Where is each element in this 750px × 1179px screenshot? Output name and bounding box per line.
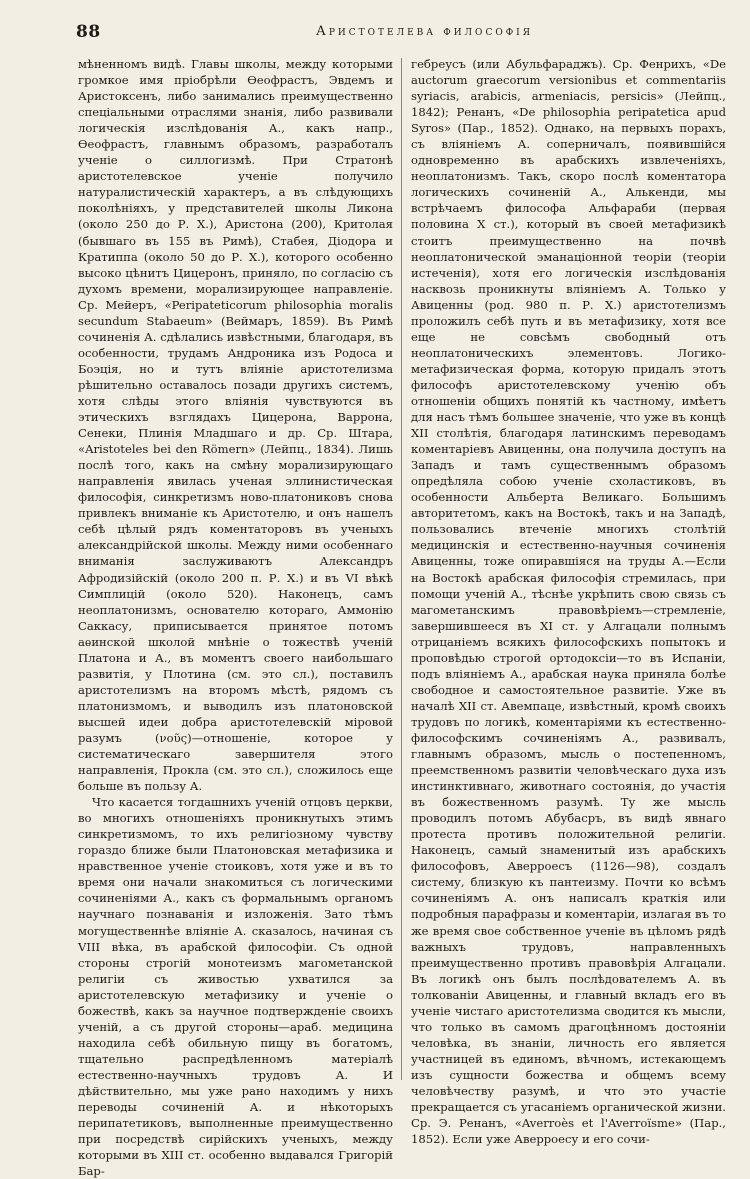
paragraph: Что касается тогдашнихъ ученій отцовъ церкви, во многихъ отношеніяхъ проникнутыхъ этимъ синкретизмомъ, то ихъ религіозному чувству гораздо ближе были Платоновская метафизика и нравственное ученіе стоиковъ, хотя уже и въ то время они начали знакомиться съ логическими сочиненіями А., какъ съ формальнымъ органомъ научнаго познаванія и изложенія. Зато тѣмъ могущественнѣе вліяніе А. сказалось, начиная съ VIII вѣка, въ арабской философіи. Съ одной стороны строгій монотеизмъ магометанской религіи съ живостью ухватился за аристотелевскую метафизику и ученіе о божествѣ, какъ за научное подтвержденіе своихъ ученій, а съ другой стороны—араб. медицина находила себѣ обильную пищу въ богатомъ, тщательно распредѣленномъ матеріалѣ естественно-научныхъ трудовъ А. И дѣйствительно, мы уже рано находимъ у нихъ переводы сочиненій А. и нѣкоторыхъ перипатетиковъ, выполненные преимущественно при посредствѣ сирійскихъ ученыхъ, между которыми въ XIII ст. особенно выдавался Григорій Бар- <box>78 795 393 1179</box>
page-number: 88 <box>76 22 101 42</box>
column-divider <box>401 58 402 1080</box>
left-column <box>78 56 393 1179</box>
right-column <box>411 56 726 1147</box>
page-header <box>76 22 690 48</box>
running-title: Аристотелева философія <box>316 24 533 39</box>
paragraph: мѣненномъ видѣ. Главы школы, между которыми громкое имя пріобрѣли Ѳеофрастъ, Эвдемъ и Аристоксенъ, либо занимались преимущественно спеціальными отраслями знанія, либо развивали логическія изслѣдованія А., какъ напр., Ѳеофрастъ, главнымъ образомъ, разработалъ ученіе о силлогизмѣ. При Стратонѣ аристотелевское ученіе получило натуралистическій характеръ, а въ слѣдующихъ поколѣніяхъ, у представителей школы Ликона (около 250 до Р. Х.), Аристона (200), Критолая (бывшаго въ 155 въ Римѣ), Стабея, Діодора и Кратиппа (около 50 до Р. Х.), которого особенно высоко цѣнитъ Цицеронъ, приняло, по согласію съ духомъ времени, морализирующее направленіе. Ср. Мейеръ, «Peripateticorum philosophia moralis secundum Stabaeum» (Веймаръ, 1859). Въ Римѣ сочиненія А. сдѣлались извѣстными, благодаря, въ особенности, трудамъ Андроника изъ Родоса и Боэція, но и тутъ вліяніе аристотелизма рѣшительно оставалось позади другихъ системъ, хотя слѣды этого вліянія чувствуются въ этическихъ взглядахъ Цицерона, Варрона, Сенеки, Плинія Младшаго и др. Ср. Штара, «Aristoteles bei den Römern» (Лейпц., 1834). Лишь послѣ того, какъ на смѣну морализирующаго направленія явилась ученая эллинистическая философія, синкретизмъ ново-платониковъ снова привлекъ вниманіе къ Аристотелю, и онъ нашелъ себѣ цѣлый рядъ коментаторовъ въ ученыхъ александрійской школы. Между ними особеннаго вниманія заслуживаютъ Александръ Афродизійскій (около 200 п. Р. Х.) и въ VI вѣкѣ Симплицій (около 520). Наконецъ, самъ неоплатонизмъ, основателю котораго, Аммонію Саккасу, приписывается принятое потомъ аѳинской школой мнѣніе о тожествѣ ученій Платона и А., въ моментъ своего наибольшаго развитія, у Плотина (см. это сл.), поставилъ аристотелизмъ на второмъ мѣстѣ, рядомъ съ платонизмомъ, и выводилъ изъ платоновской высшей идеи добра аристотелевскій міровой разумъ (νοῦς)—отношеніе, которое у систематическаго завершителя этого направленія, Прокла (см. это сл.), сложилось еще больше въ пользу А. <box>78 57 393 794</box>
paragraph: гебреусъ (или Абульфараджъ). Ср. Фенрихъ, «De auctorum graecorum versionibus et commentariis syriacis, arabicis, armeniacis, persicis» (Лейпц., 1842); Ренанъ, «De philosophia peripatetica apud Syros» (Пар., 1852). Однако, на первыхъ порахъ, съ вліяніемъ А. соперничалъ, появившійся одновременно въ арабскихъ извлеченіяхъ, неоплатонизмъ. Такъ, скоро послѣ коментатора логическихъ сочиненій А., Алькенди, мы встрѣчаемъ философа Альфараби (первая половина X ст.), который въ своей метафизикѣ стоитъ преимущественно на почвѣ неоплатонической эманаціонной теоріи (теоріи истеченія), хотя его логическія изслѣдованія насквозь проникнуты вліяніемъ А. Только у Авиценны (род. 980 п. Р. Х.) аристотелизмъ проложилъ себѣ путь и въ метафизику, хотя все еще не совсѣмъ свободный отъ неоплатоническихъ элементовъ. Логико-метафизическая форма, которую придалъ этотъ философъ аристотелевскому ученію объ отношеніи общихъ понятій къ частному, имѣетъ для насъ тѣмъ большее значеніе, что уже въ концѣ XII столѣтія, благодаря латинскимъ переводамъ коментаріевъ Авиценны, она получила доступъ на Западъ и тамъ существеннымъ образомъ опредѣляла собою ученіе схоластиковъ, въ особенности Альберта Великаго. Большимъ авторитетомъ, какъ на Востокѣ, такъ и на Западѣ, пользовались втеченіе многихъ столѣтій медицинскія и естественно-научныя сочиненія Авиценны, тоже опиравшіяся на труды А.—Если на Востокѣ арабская философія стремилась, при помощи ученій А., тѣснѣе укрѣпить свою связь съ магометанскимъ правовѣріемъ—стремленіе, завершившееся въ XI ст. у Алгацали полнымъ отрицаніемъ всякихъ философскихъ попытокъ и проповѣдью строгой ортодоксіи—то въ Испаніи, подъ вліяніемъ А., арабская наука приняла болѣе свободное и самостоятельное развитіе. Уже въ началѣ XII ст. Авемпаце, извѣстный, кромѣ своихъ трудовъ по логикѣ, коментаріями къ естественно-философскимъ сочиненіямъ А., развивалъ, главнымъ образомъ, мысль о постепенномъ, преемственномъ развитіи человѣческаго духа изъ инстинктивнаго, животнаго состоянія, до участія въ божественномъ разумѣ. Ту же мысль проводилъ потомъ Абубасръ, въ видѣ явнаго протеста противъ положительной религіи. Наконецъ, самый знаменитый изъ арабскихъ философовъ, Аверроесъ (1126—98), создалъ систему, близкую къ пантеизму. Почти ко всѣмъ сочиненіямъ А. онъ написалъ краткія или подробныя парафразы и коментаріи, излагая въ то же время свое собственное ученіе въ цѣломъ рядѣ важныхъ трудовъ, направленныхъ преимущественно противъ правовѣрія Алгацали. Въ логикѣ онъ былъ послѣдователемъ А. въ толкованіи Авиценны, и главный вкладъ его въ ученіе чистаго аристотелизма сводится къ мысли, что только въ самомъ драгоцѣнномъ достояніи человѣка, въ знаніи, личность его является участницей въ единомъ, вѣчномъ, истекающемъ изъ сущности божества и общемъ всему человѣчеству разумѣ, и что это участіе прекращается съ угасаніемъ органической жизни. Ср. Э. Ренанъ, «Averroès et l'Averroïsme» (Пар., 1852). Если уже Аверроесу и его сочи- <box>411 57 726 1147</box>
